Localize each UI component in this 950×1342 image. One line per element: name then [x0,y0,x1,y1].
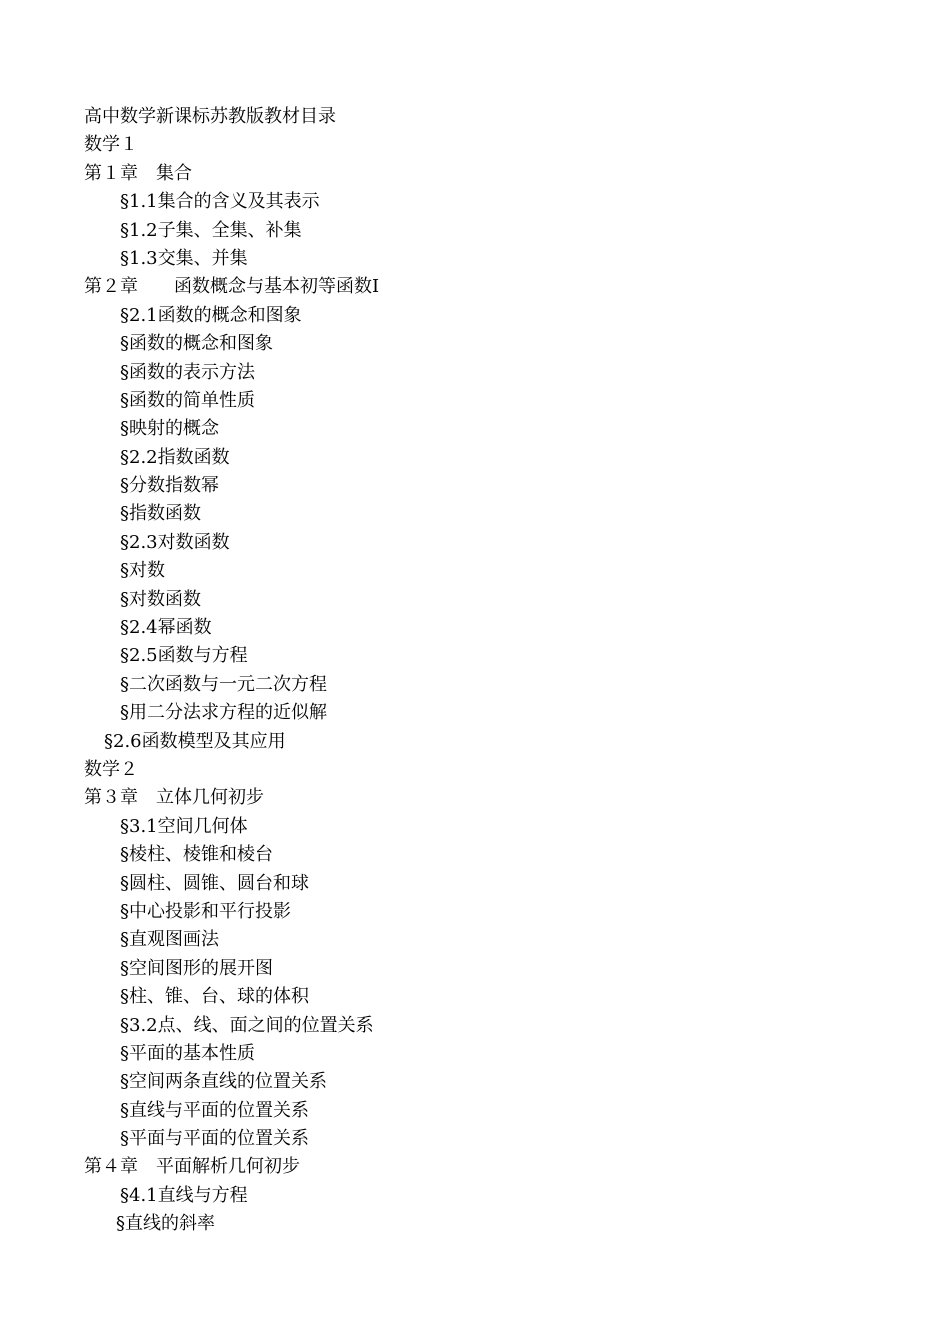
toc-heading: 数学１ [84,134,138,156]
toc-entry: §指数函数 [120,503,201,525]
toc-entry: §中心投影和平行投影 [120,900,291,922]
toc-entry: §2.4幂函数 [120,617,212,639]
toc-entry: §棱柱、棱锥和棱台 [120,844,273,866]
toc-entry: §函数的概念和图象 [120,333,273,355]
toc-entry: §空间两条直线的位置关系 [120,1071,327,1093]
toc-entry: §映射的概念 [120,418,219,440]
toc-heading: 第４章 平面解析几何初步 [84,1156,300,1178]
toc-entry: §用二分法求方程的近似解 [120,702,327,724]
toc-entry: §直观图画法 [120,929,219,951]
toc-entry: §1.1集合的含义及其表示 [120,191,320,213]
toc-entry: §对数函数 [120,588,201,610]
toc-entry: §函数的表示方法 [120,361,255,383]
toc-entry: §分数指数幂 [120,475,219,497]
table-of-contents [84,103,884,1239]
toc-entry: §柱、锥、台、球的体积 [120,986,309,1008]
toc-entry: §2.2指数函数 [120,446,230,468]
toc-entry: §函数的简单性质 [120,389,255,411]
toc-entry: §圆柱、圆锥、圆台和球 [120,872,309,894]
toc-entry: §2.3对数函数 [120,531,230,553]
toc-entry: §2.6函数模型及其应用 [104,730,286,752]
toc-entry: §1.2子集、全集、补集 [120,219,302,241]
toc-lines [84,131,884,1238]
toc-entry: §3.1空间几何体 [120,815,248,837]
toc-heading: 第１章 集合 [84,162,192,184]
toc-entry: §二次函数与一元二次方程 [120,673,327,695]
toc-entry: §直线的斜率 [116,1213,215,1235]
toc-entry: §3.2点、线、面之间的位置关系 [120,1014,374,1036]
toc-heading: 第２章 函数概念与基本初等函数Ⅰ [84,276,380,298]
toc-entry: §对数 [120,560,165,582]
toc-entry: §2.1函数的概念和图象 [120,304,302,326]
toc-heading: 数学２ [84,758,138,780]
toc-entry: §空间图形的展开图 [120,957,273,979]
document-title: 高中数学新课标苏教版教材目录 [84,106,336,127]
toc-entry: §4.1直线与方程 [120,1184,248,1206]
toc-heading: 第３章 立体几何初步 [84,787,264,809]
toc-entry: §平面的基本性质 [120,1042,255,1064]
toc-entry: §直线与平面的位置关系 [120,1099,309,1121]
toc-entry: §平面与平面的位置关系 [120,1128,309,1150]
toc-entry: §1.3交集、并集 [120,247,248,269]
toc-entry: §2.5函数与方程 [120,645,248,667]
